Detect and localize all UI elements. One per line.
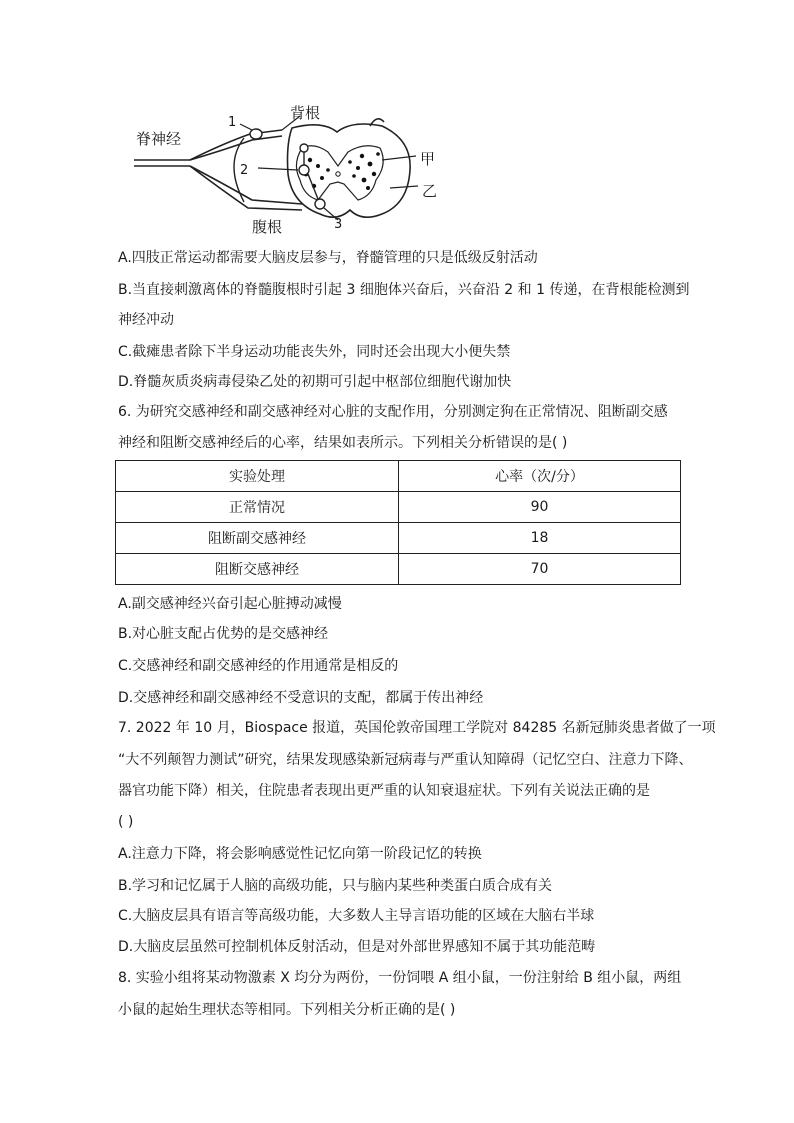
table-cell: 70: [399, 554, 681, 585]
q7-option-b: B.学习和记忆属于人脑的高级功能，只与脑内某些种类蛋白质合成有关: [118, 878, 553, 894]
table-cell: 90: [399, 492, 681, 523]
table-cell: 阻断副交感神经: [116, 523, 399, 554]
label-num-2: 2: [240, 163, 249, 178]
spinal-cord-diagram: [132, 104, 452, 236]
q7-stem-line-3: 器官功能下降）相关，住院患者表现出更严重的认知衰退症状。下列有关说法正确的是: [118, 783, 650, 799]
label-num-1: 1: [228, 115, 237, 130]
label-ventral-root: 腹根: [252, 218, 283, 236]
table-row: [116, 492, 681, 523]
q6-option-c: C.交感神经和副交感神经的作用通常是相反的: [118, 658, 399, 674]
table-cell: 正常情况: [116, 492, 399, 523]
table-cell: 阻断交感神经: [116, 554, 399, 585]
label-num-3: 3: [334, 217, 343, 232]
label-jia: 甲: [420, 150, 436, 168]
table-row: [116, 523, 681, 554]
q8-stem-line-1: 8. 实验小组将某动物激素 X 均分为两份，一份饲喂 A 组小鼠，一份注射给 B 组小鼠，两组: [118, 970, 682, 986]
label-yi: 乙: [422, 182, 438, 200]
label-spinal-nerve: 脊神经: [136, 130, 182, 148]
q6-option-a: A.副交感神经兴奋引起心脏搏动减慢: [118, 596, 342, 612]
q7-option-d: D.大脑皮层虽然可控制机体反射活动，但是对外部世界感知不属于其功能范畴: [118, 939, 596, 955]
q5-option-c: C.截瘫患者除下半身运动功能丧失外，同时还会出现大小便失禁: [118, 344, 511, 360]
q5-option-d: D.脊髓灰质炎病毒侵染乙处的初期可引起中枢部位细胞代谢加快: [118, 374, 512, 390]
q6-option-b: B.对心脏支配占优势的是交感神经: [118, 626, 329, 642]
q6-stem-line-2: 神经和阻断交感神经后的心率，结果如表所示。下列相关分析错误的是( ): [118, 435, 568, 451]
q7-stem-line-4: ( ): [118, 814, 134, 830]
dorsal-root-ganglion: [250, 129, 262, 139]
q7-option-c: C.大脑皮层具有语言等高级功能，大多数人主导言语功能的区域在大脑右半球: [118, 908, 595, 924]
table-header-cell: 实验处理: [116, 461, 399, 492]
grey-matter: [296, 146, 383, 200]
q5-option-b: B.当直接刺激离体的脊髓腹根时引起 3 细胞体兴奋后，兴奋沿 2 和 1 传递，在背根能检测到: [118, 282, 690, 298]
table-header-row: [116, 461, 681, 492]
q8-stem-line-2: 小鼠的起始生理状态等相同。下列相关分析正确的是( ): [118, 1002, 456, 1018]
q6-option-d: D.交感神经和副交感神经不受意识的支配，都属于传出神经: [118, 690, 484, 706]
label-dorsal-root: 背根: [290, 104, 321, 122]
q6-stem-line-1: 6. 为研究交感神经和副交感神经对心脏的支配作用，分别测定狗在正常情况、阻断副交感: [118, 404, 668, 420]
q5-option-b-continued: 神经冲动: [118, 312, 174, 328]
q5-option-a: A.四肢正常运动都需要大脑皮层参与，脊髓管理的只是低级反射活动: [118, 250, 538, 266]
table-header-cell: 心率（次/分）: [399, 461, 681, 492]
heart-rate-table: [115, 460, 681, 585]
q7-stem-line-2: “大不列颠智力测试”研究，结果发现感染新冠病毒与严重认知障碍（记忆空白、注意力下降、: [118, 752, 693, 768]
q7-stem-line-1: 7. 2022 年 10 月，Biospace 报道，英国伦敦帝国理工学院对 84285 名新冠肺炎患者做了一项: [118, 720, 716, 736]
table-cell: 18: [399, 523, 681, 554]
q7-option-a: A.注意力下降，将会影响感觉性记忆向第一阶段记忆的转换: [118, 846, 482, 862]
table-row: [116, 554, 681, 585]
